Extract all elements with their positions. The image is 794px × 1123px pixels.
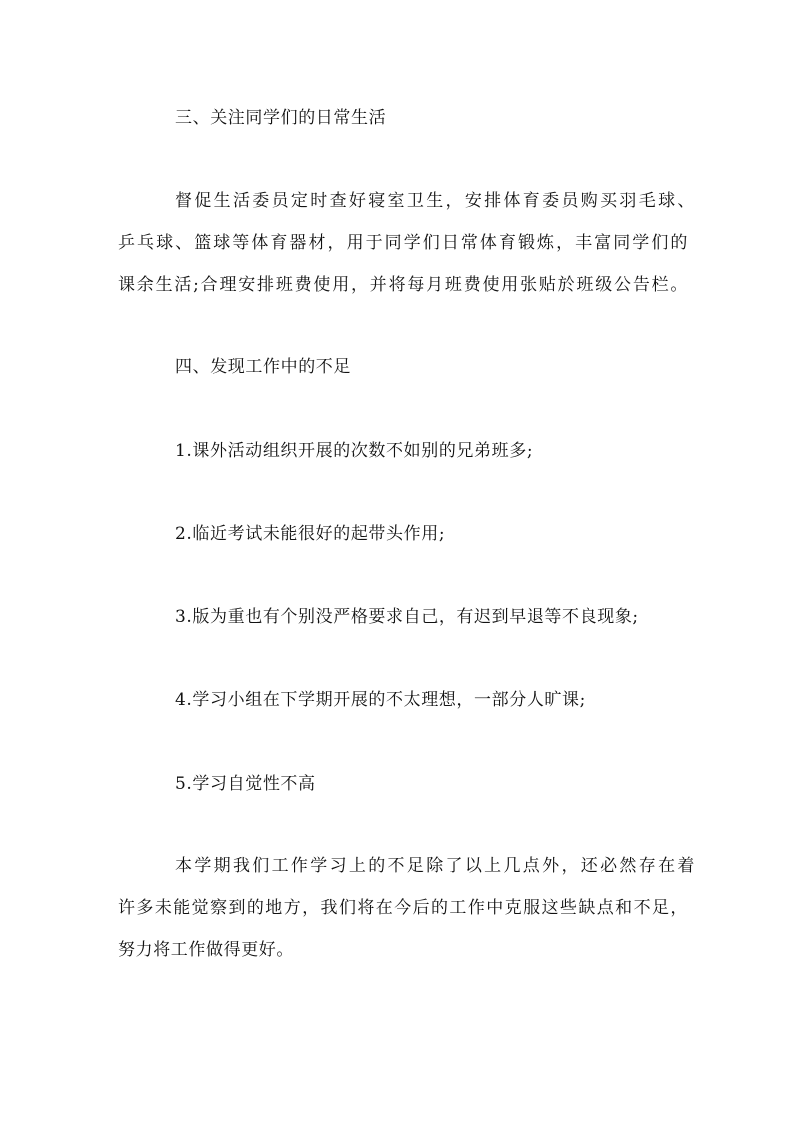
shortcoming-item-3: 3.版为重也有个别没严格要求自己，有迟到早退等不良现象; (175, 607, 639, 627)
section-3-paragraph-line-3: 课余生活;合理安排班费使用，并将每月班费使用张贴於班级公告栏。 (118, 275, 688, 295)
shortcoming-item-2: 2.临近考试未能很好的起带头作用; (175, 524, 446, 544)
conclusion-line-3: 努力将工作做得更好。 (118, 940, 294, 960)
shortcoming-item-4: 4.学习小组在下学期开展的不太理想，一部分人旷课; (175, 690, 586, 710)
section-3-paragraph-line-2: 乒乓球、篮球等体育器材，用于同学们日常体育锻炼，丰富同学们的 (118, 233, 688, 253)
section-3-heading: 三、关注同学们的日常生活 (175, 108, 387, 128)
shortcoming-item-5: 5.学习自觉性不高 (175, 774, 316, 794)
conclusion-line-2: 许多未能觉察到的地方，我们将在今后的工作中克服这些缺点和不足， (118, 898, 688, 918)
section-4-heading: 四、发现工作中的不足 (175, 357, 351, 377)
section-3-paragraph-line-1: 督促生活委员定时查好寝室卫生，安排体育委员购买羽毛球、 (175, 191, 695, 211)
shortcoming-item-1: 1.课外活动组织开展的次数不如别的兄弟班多; (175, 441, 534, 461)
conclusion-line-1: 本学期我们工作学习上的不足除了以上几点外，还必然存在着 (175, 856, 695, 876)
